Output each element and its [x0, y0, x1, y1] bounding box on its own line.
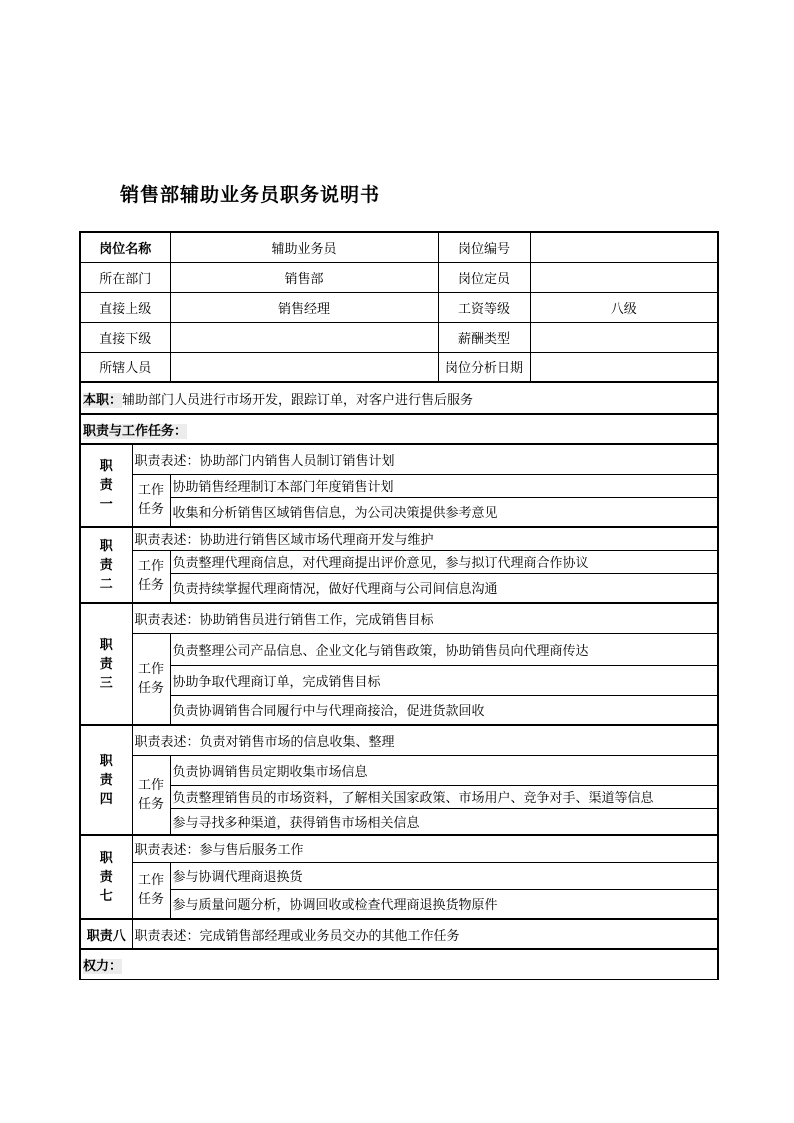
pay-type-value — [530, 322, 718, 352]
duty-3-statement: 职责表述：协助销售员进行销售工作，完成销售目标 — [132, 603, 718, 633]
duty-2-statement: 职责表述：协助进行销售区域市场代理商开发与维护 — [132, 527, 718, 550]
quota-label: 岗位定员 — [438, 262, 530, 292]
pay-type-label: 薪酬类型 — [438, 322, 530, 352]
duty-3-task-2: 协助争取代理商订单，完成销售目标 — [170, 665, 718, 695]
duties-header-row — [80, 414, 718, 444]
subordinate-value — [170, 322, 438, 352]
governed-label: 所辖人员 — [80, 352, 170, 382]
duty-4-label: 职 责 四 — [80, 725, 132, 835]
governed-value — [170, 352, 438, 382]
duty-7-task-1: 参与协调代理商退换货 — [170, 862, 718, 889]
salary-grade-label: 工资等级 — [438, 292, 530, 322]
job-code-label: 岗位编号 — [438, 232, 530, 262]
duty-4-statement: 职责表述：负责对销售市场的信息收集、整理 — [132, 725, 718, 755]
duty-2-task-2: 负责持续掌握代理商情况，做好代理商与公司间信息沟通 — [170, 573, 718, 603]
duty-4-task-3: 参与寻找多种渠道，获得销售市场相关信息 — [170, 808, 718, 835]
authority-label: 权力： — [83, 958, 123, 974]
job-name-label: 岗位名称 — [80, 232, 170, 262]
duty-8-label: 职责八 — [80, 919, 132, 949]
duty-7-label: 职 责 七 — [80, 835, 132, 919]
job-description-table — [79, 231, 719, 980]
job-code-value — [530, 232, 718, 262]
duty-2-task-label: 工作 任务 — [132, 550, 170, 603]
duty-1-task-2: 收集和分析销售区域销售信息，为公司决策提供参考意见 — [170, 497, 718, 527]
salary-grade-value: 八级 — [530, 292, 718, 322]
subordinate-label: 直接下级 — [80, 322, 170, 352]
duty-2-label: 职 责 二 — [80, 527, 132, 603]
duty-3-task-3: 负责协调销售合同履行中与代理商接洽，促进货款回收 — [170, 695, 718, 725]
superior-value: 销售经理 — [170, 292, 438, 322]
duty-7-task-2: 参与质量问题分析，协调回收或检查代理商退换货物原件 — [170, 889, 718, 919]
duty-3-task-1: 负责整理公司产品信息、企业文化与销售政策，协助销售员向代理商传达 — [170, 633, 718, 665]
duty-4-task-label: 工作 任务 — [132, 755, 170, 835]
duty-7-task-label: 工作 任务 — [132, 862, 170, 919]
duties-header: 职责与工作任务： — [83, 423, 188, 439]
duty-4-task-2: 负责整理销售员的市场资料，了解相关国家政策、市场用户、竞争对手、渠道等信息 — [170, 785, 718, 808]
document-title: 销售部辅助业务员职务说明书 — [120, 184, 381, 206]
analysis-date-value — [530, 352, 718, 382]
duty-1-task-1: 协助销售经理制订本部门年度销售计划 — [170, 474, 718, 497]
duty-1-label: 职 责 一 — [80, 444, 132, 527]
duty-7-statement: 职责表述：参与售后服务工作 — [132, 835, 718, 862]
duty-3-task-label: 工作 任务 — [132, 633, 170, 725]
main-duty-text: 辅助部门人员进行市场开发，跟踪订单，对客户进行售后服务 — [122, 392, 474, 408]
main-duty-label: 本职： — [83, 392, 123, 408]
duty-1-task-label: 工作 任务 — [132, 474, 170, 527]
duty-2-task-1: 负责整理代理商信息，对代理商提出评价意见，参与拟订代理商合作协议 — [170, 550, 718, 573]
main-duty-row — [80, 382, 718, 414]
duty-4-task-1: 负责协调销售员定期收集市场信息 — [170, 755, 718, 785]
authority-row — [80, 949, 718, 979]
analysis-date-label: 岗位分析日期 — [438, 352, 530, 382]
job-name-value: 辅助业务员 — [170, 232, 438, 262]
duty-3-label: 职 责 三 — [80, 603, 132, 725]
duty-1-statement: 职责表述：协助部门内销售人员制订销售计划 — [132, 444, 718, 474]
duty-8-statement: 职责表述：完成销售部经理或业务员交办的其他工作任务 — [132, 919, 718, 949]
superior-label: 直接上级 — [80, 292, 170, 322]
dept-value: 销售部 — [170, 262, 438, 292]
dept-label: 所在部门 — [80, 262, 170, 292]
quota-value — [530, 262, 718, 292]
